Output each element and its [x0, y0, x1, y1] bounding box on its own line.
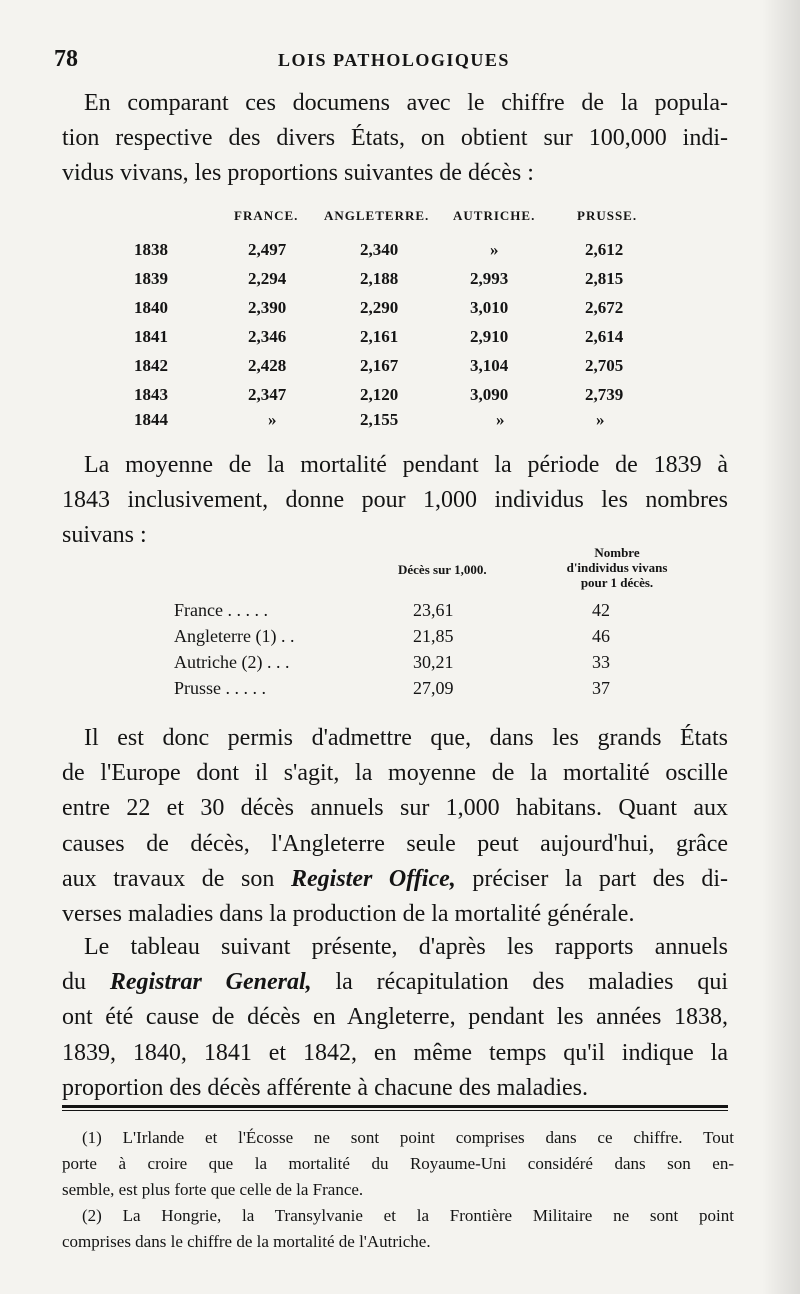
prusse-cell: 2,815 [585, 269, 624, 288]
year-cell: 1844 [134, 410, 168, 429]
year-cell: 1840 [134, 298, 168, 317]
text-line: Il est donc permis d'admettre que, dans les grands États [84, 725, 728, 751]
text-line: tion respective des divers États, on obtient sur 100,000 indi- [62, 125, 728, 152]
autriche-cell: 2,910 [470, 327, 509, 346]
column-header-autriche: AUTRICHE. [453, 208, 536, 223]
year-cell: 1838 [134, 240, 168, 259]
france-cell: 2,497 [248, 240, 287, 259]
table-row [0, 600, 800, 626]
footnote-2 [62, 1203, 734, 1255]
text-run: du [62, 969, 110, 996]
prusse-cell: 2,672 [585, 298, 624, 317]
table-row [0, 626, 800, 652]
column-header-prusse: PRUSSE. [577, 208, 638, 223]
registrar-general-italic: Registrar General, [109, 969, 312, 996]
column-header-nombre [552, 545, 682, 590]
france-cell: 2,346 [248, 327, 287, 346]
register-office-italic: Register Office, [291, 865, 456, 892]
table-row [0, 678, 800, 704]
autriche-cell: 2,993 [470, 269, 509, 288]
angleterre-cell: 2,290 [360, 298, 399, 317]
text-line: Le tableau suivant présente, d'après les rapports annuels [84, 934, 728, 960]
prusse-cell: 2,612 [585, 240, 624, 259]
text-line: entre 22 et 30 décès annuels sur 1,000 habitans. Quant aux [62, 795, 728, 822]
autriche-cell: 3,090 [470, 385, 509, 404]
table-row [0, 385, 800, 413]
footnote-line: porte à croire que la mortalité du Royaume-Uni considéré dans son en- [62, 1154, 734, 1173]
autriche-cell: » [496, 410, 505, 429]
footnote-divider-thin [62, 1110, 728, 1111]
angleterre-cell: 2,167 [360, 356, 399, 375]
header-line: Nombre [594, 545, 640, 560]
country-cell: Autriche (2) . . . [174, 652, 290, 672]
footnote-1 [62, 1125, 734, 1203]
table-row [0, 356, 800, 384]
year-cell: 1843 [134, 385, 168, 404]
mortality-average-table [0, 540, 800, 710]
column-header-deces: Décès sur 1,000. [398, 562, 487, 577]
footnote-line: (1) L'Irlande et l'Écosse ne sont point comprises dans ce chiffre. Tout [82, 1128, 734, 1147]
text-line: proportion des décès afférente à chacune des maladies. [62, 1074, 588, 1101]
nombre-cell: 42 [592, 600, 610, 620]
france-cell: 2,390 [248, 298, 287, 317]
running-title: LOIS PATHOLOGIQUES [278, 50, 510, 70]
header-line: d'individus vivans [566, 560, 668, 575]
angleterre-cell: 2,155 [360, 410, 399, 429]
table-row [0, 240, 800, 268]
angleterre-cell: 2,340 [360, 240, 399, 259]
column-header-angleterre: ANGLETERRE. [324, 208, 430, 223]
prusse-cell: 2,614 [585, 327, 624, 346]
paragraph-tableau [62, 930, 728, 1106]
country-cell: France . . . . . [174, 600, 268, 620]
autriche-cell: » [490, 240, 499, 259]
autriche-cell: 3,010 [470, 298, 509, 317]
year-cell: 1842 [134, 356, 168, 375]
angleterre-cell: 2,161 [360, 327, 399, 346]
paragraph-conclusion [62, 721, 728, 932]
nombre-cell: 37 [592, 678, 610, 698]
page-number: 78 [54, 46, 78, 72]
text-line: 1839, 1840, 1841 et 1842, en même temps qu'il indique la [62, 1039, 728, 1066]
paragraph-intro [62, 86, 728, 192]
text-line: ont été cause de décès en Angleterre, pendant les années 1838, [62, 1004, 728, 1031]
prusse-cell: 2,739 [585, 385, 624, 404]
footnote-line: (2) La Hongrie, la Transylvanie et la Frontière Militaire ne sont point [82, 1206, 734, 1225]
table-row [0, 298, 800, 326]
footnote-line: comprises dans le chiffre de la mortalité de l'Autriche. [62, 1232, 431, 1251]
text-line: vidus vivans, les proportions suivantes de décès : [62, 160, 534, 187]
text-line: causes de décès, l'Angleterre seule peut aujourd'hui, grâce [62, 830, 728, 857]
prusse-cell: 2,705 [585, 356, 624, 375]
text-line [62, 862, 728, 897]
autriche-cell: 3,104 [470, 356, 509, 375]
deces-cell: 23,61 [413, 600, 454, 620]
angleterre-cell: 2,188 [360, 269, 399, 288]
footnote-divider [62, 1105, 728, 1108]
text-line: La moyenne de la mortalité pendant la période de 1839 à [84, 452, 728, 478]
angleterre-cell: 2,120 [360, 385, 399, 404]
deces-cell: 21,85 [413, 626, 454, 646]
deces-cell: 30,21 [413, 652, 454, 672]
text-line: En comparant ces documens avec le chiffre de la popula- [84, 90, 728, 116]
text-line: suivans : [62, 522, 147, 549]
prusse-cell: » [596, 410, 605, 429]
text-line: de l'Europe dont il s'agit, la moyenne de la mortalité oscille [62, 760, 728, 787]
nombre-cell: 46 [592, 626, 610, 646]
deces-cell: 27,09 [413, 678, 454, 698]
year-cell: 1839 [134, 269, 168, 288]
france-cell: 2,347 [248, 385, 287, 404]
page-header [54, 46, 734, 76]
country-cell: Prusse . . . . . [174, 678, 267, 698]
text-run: la récapitulation des maladies qui [311, 969, 729, 996]
table-row [0, 327, 800, 355]
paragraph-moyenne [62, 448, 728, 554]
france-cell: 2,294 [248, 269, 287, 288]
text-run: préciser la part des di- [455, 865, 729, 892]
footnote-line: semble, est plus forte que celle de la France. [62, 1180, 364, 1199]
text-line: verses maladies dans la production de la mortalité générale. [62, 901, 635, 928]
text-line: 1843 inclusivement, donne pour 1,000 individus les nombres [62, 487, 728, 514]
table-row [0, 269, 800, 297]
year-cell: 1841 [134, 327, 168, 346]
mortality-table-by-year [0, 208, 800, 438]
country-cell: Angleterre (1) . . [174, 626, 295, 646]
nombre-cell: 33 [592, 652, 610, 672]
table-row [0, 652, 800, 678]
text-line [62, 965, 728, 1000]
france-cell: » [268, 410, 277, 429]
france-cell: 2,428 [248, 356, 287, 375]
header-line: pour 1 décès. [580, 575, 654, 590]
column-header-france: FRANCE. [234, 208, 299, 223]
table-row [0, 410, 800, 438]
text-run: aux travaux de son [62, 865, 291, 892]
